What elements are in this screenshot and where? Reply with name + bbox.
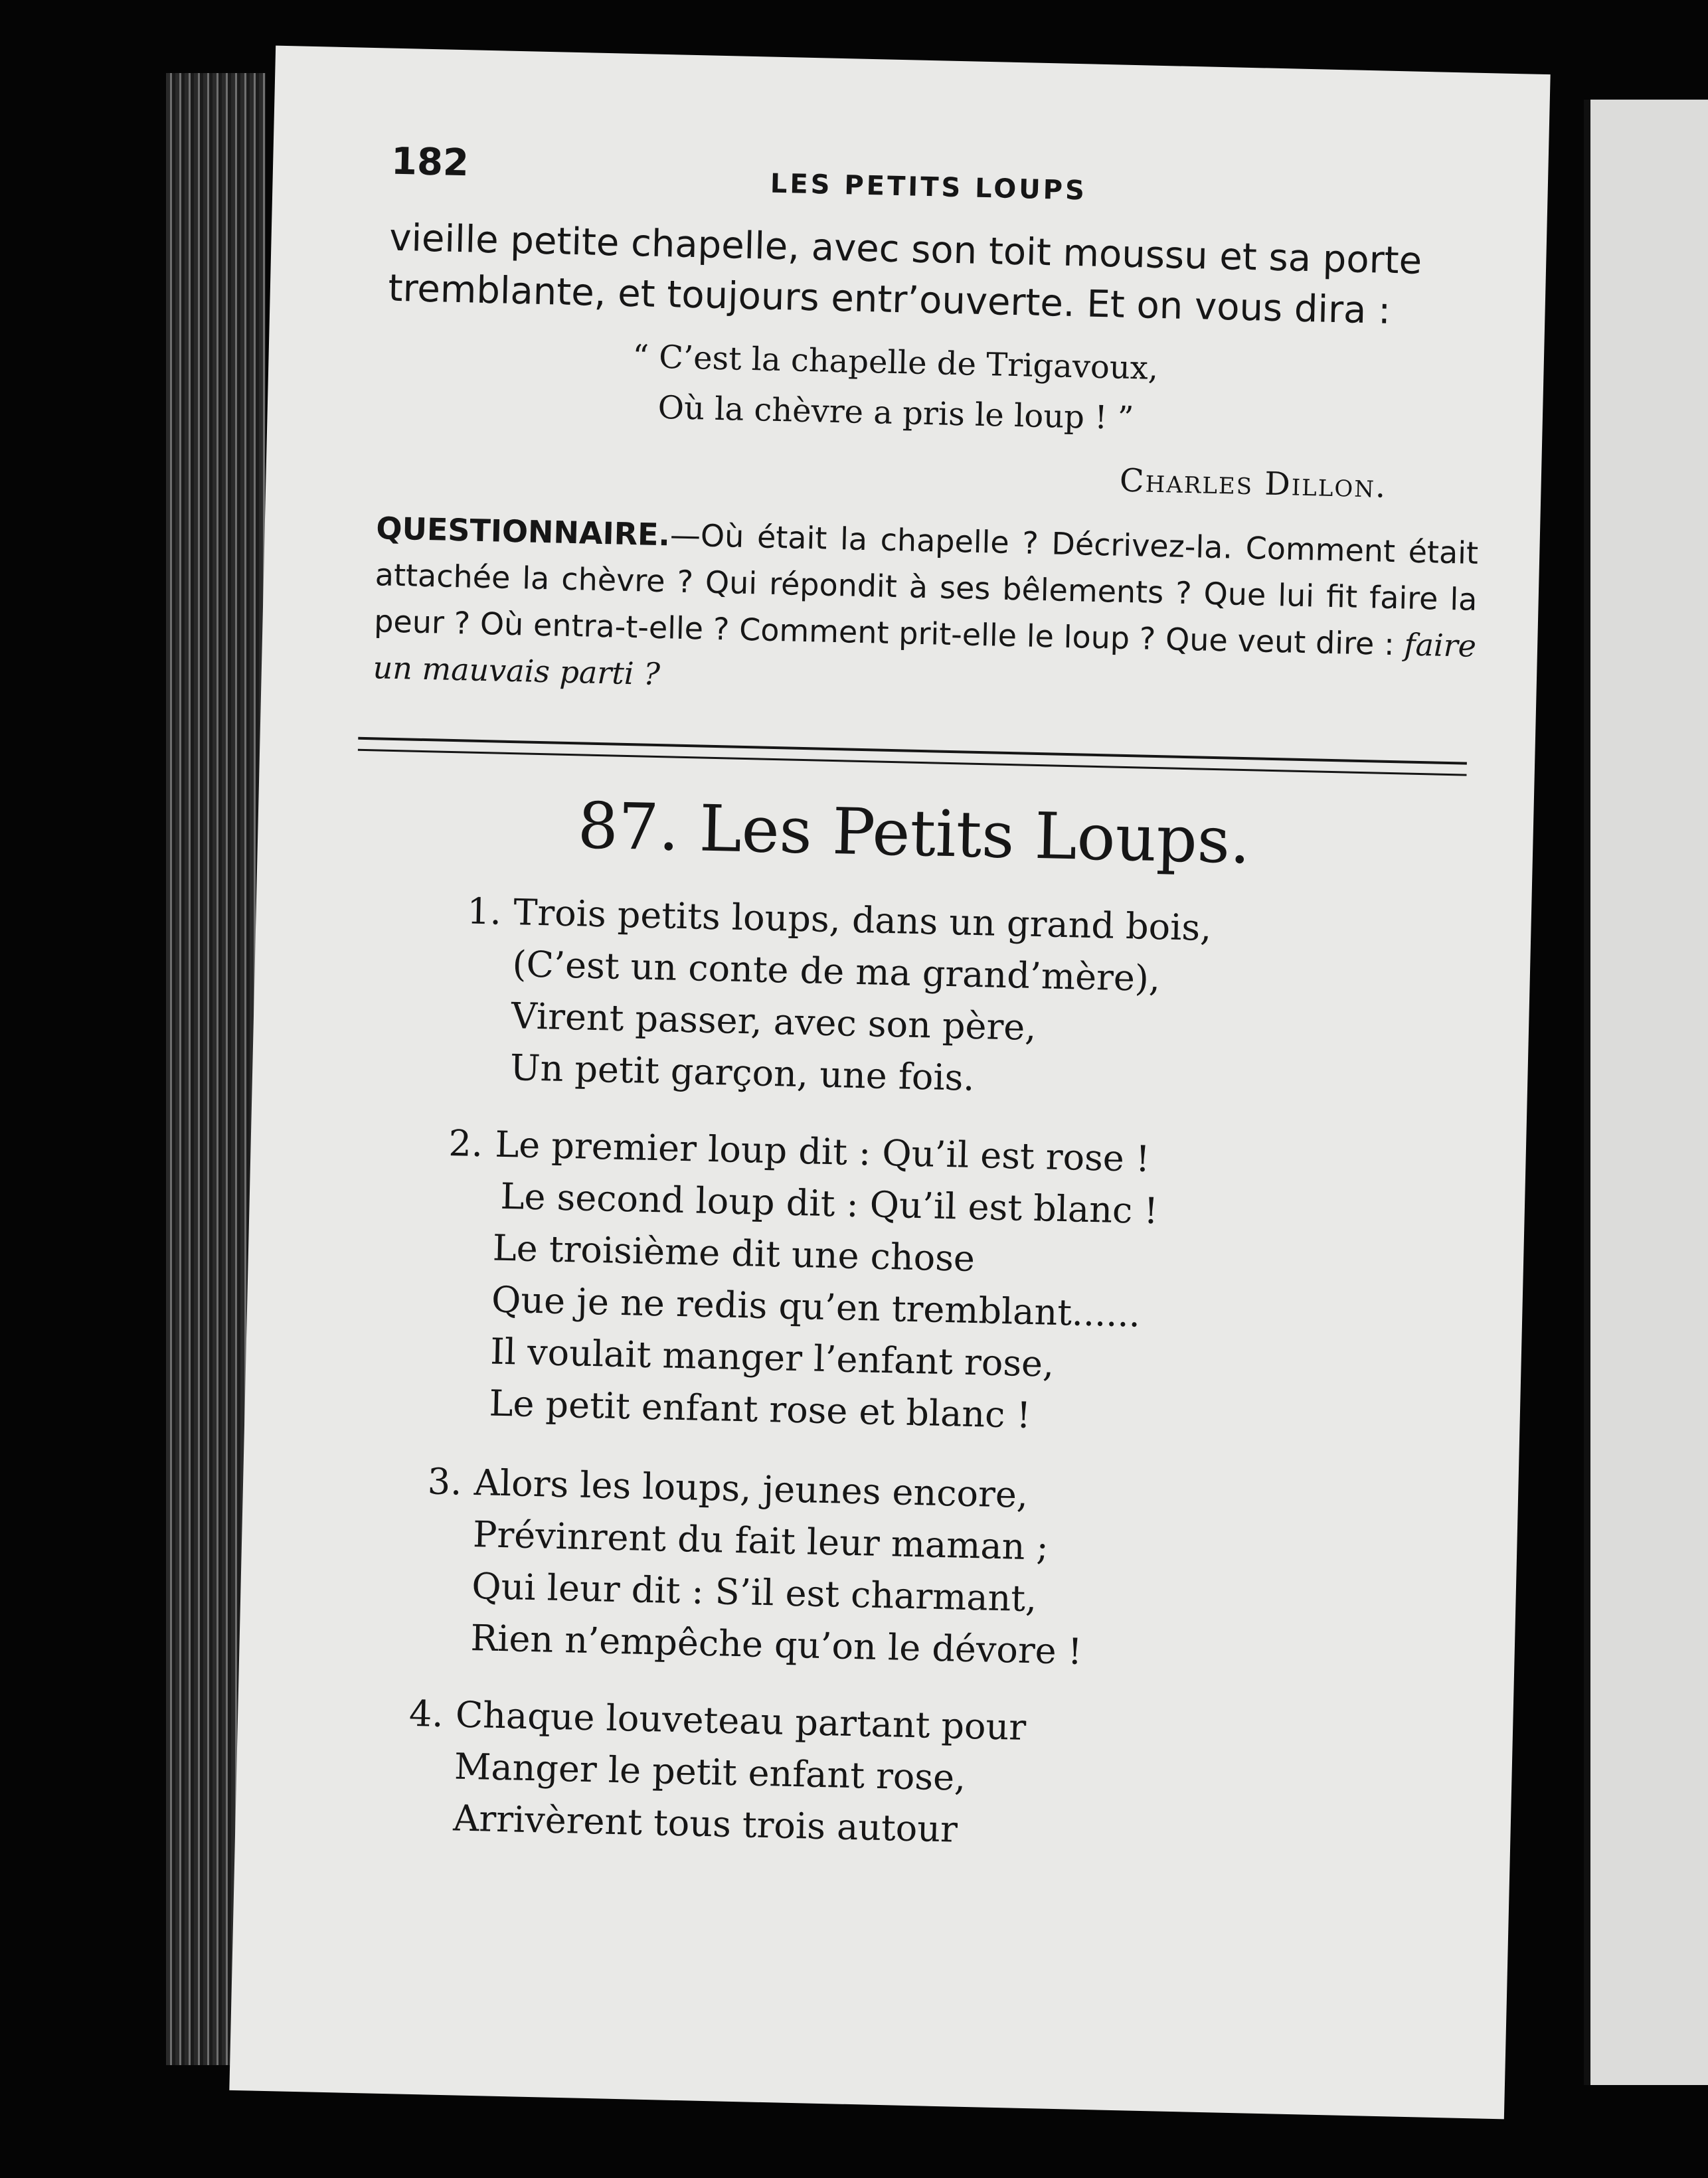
verse-line: Alors les loups, jeunes encore,: [473, 1462, 1029, 1516]
verse-line: Trois petits loups, dans un grand bois,: [513, 891, 1213, 949]
verse-line: Qui leur dit : S’il est charmant,: [471, 1564, 1037, 1620]
verse-line: (C’est un conte de ma grand’mère),: [511, 943, 1161, 1000]
verse-line: Manger le petit enfant rose,: [454, 1745, 966, 1799]
verse-line: Un petit garçon, une fois.: [509, 1047, 976, 1099]
stanza: [466, 886, 1213, 1110]
poem-title: 87. Les Petits Loups.: [576, 788, 1251, 879]
prose-line: vieille petite chapelle, avec son toit moussu et sa porte: [388, 216, 1422, 283]
verse-line: Virent passer, avec son père,: [511, 995, 1037, 1049]
prose-paragraph: [388, 213, 1479, 339]
quote-line: “ C’est la chapelle de Trigavoux,: [632, 337, 1159, 387]
stanza-number: 3.: [427, 1460, 463, 1503]
verse-line: Arrivèrent tous trois autour: [452, 1797, 958, 1851]
stanza-number: 4.: [408, 1692, 444, 1736]
questionnaire: [373, 505, 1479, 716]
verse-line: Chaque louveteau partant pour: [455, 1693, 1027, 1748]
stanza: [408, 1689, 1027, 1857]
prose-line: tremblante, et toujours entr’ouverte. Et on vous dira :: [387, 266, 1391, 333]
author-signature: Charles Dillon.: [1119, 461, 1387, 505]
verse-line: Rien n’empêche qu’on le dévore !: [470, 1616, 1083, 1673]
verse-line: Prévinrent du fait leur maman ;: [472, 1513, 1049, 1568]
stanza: [448, 1119, 1160, 1445]
verse-line: Le petit enfant rose et blanc !: [488, 1382, 1031, 1437]
stanza-number: 2.: [448, 1122, 483, 1165]
page-content: [330, 133, 1487, 1990]
verse-line: Le premier loup dit : Qu’il est rose !: [494, 1123, 1151, 1180]
section-divider: [358, 737, 1467, 776]
verse-line: Le troisième dit une chose: [492, 1226, 976, 1280]
stanza: [427, 1457, 1086, 1678]
right-page-edge: [1584, 100, 1708, 2085]
verse-line: Le second loup dit : Qu’il est blanc !: [500, 1175, 1159, 1232]
running-head: LES PETITS LOUPS: [770, 168, 1088, 207]
quotation: [631, 331, 1159, 444]
questionnaire-italic: faire un mauvais parti ?: [373, 626, 1477, 693]
quote-line: Où la chèvre a pris le loup ! ”: [657, 388, 1134, 438]
stanza-number: 1.: [466, 890, 502, 933]
page-number: 182: [390, 139, 470, 185]
verse-line: Que je ne redis qu’en tremblant......: [491, 1278, 1141, 1335]
questionnaire-text: —Où était la chapelle ? Décrivez-la. Comment était attachée la chèvre ? Qui répondit à ses bêlements ? Que lui fit faire la peur ? Où entra-t-elle ? Comment prit-elle le loup ? Que veut dire :: [373, 517, 1479, 663]
verse-line: Il voulait manger l’enfant rose,: [489, 1330, 1055, 1385]
questionnaire-label: QUESTIONNAIRE.: [375, 510, 671, 553]
